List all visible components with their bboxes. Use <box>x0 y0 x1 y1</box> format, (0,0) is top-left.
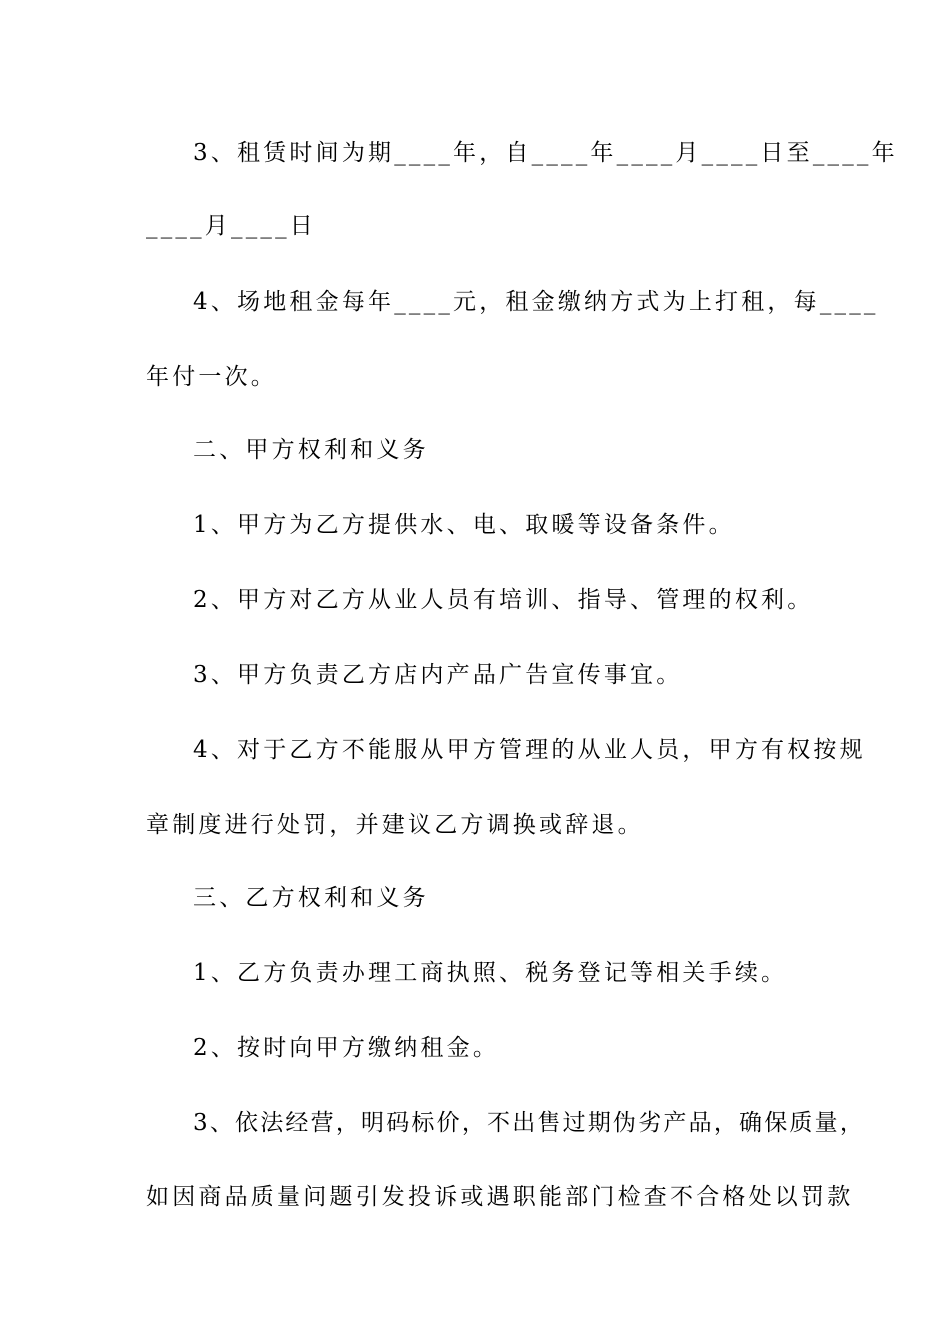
clause-4-rent-continued: 年付一次。 <box>146 364 277 390</box>
clause-4-rent: 4、场地租金每年____元，租金缴纳方式为上打租，每____ <box>193 289 879 315</box>
clause-3-lease-term: 3、租赁时间为期____年，自____年____月____日至____年 <box>193 140 898 166</box>
section-heading-party-b: 三、乙方权利和义务 <box>193 885 429 911</box>
party-b-item-2: 2、按时向甲方缴纳租金。 <box>193 1035 500 1061</box>
party-a-item-4-continued: 章制度进行处罚，并建议乙方调换或辞退。 <box>146 812 644 838</box>
party-a-item-2: 2、甲方对乙方从业人员有培训、指导、管理的权利。 <box>193 587 814 613</box>
section-heading-party-a: 二、甲方权利和义务 <box>193 437 429 463</box>
party-b-item-3: 3、依法经营，明码标价，不出售过期伪劣产品，确保质量， <box>193 1110 866 1136</box>
clause-3-lease-term-continued: ____月____日 <box>146 213 316 239</box>
party-b-item-3-continued: 如因商品质量问题引发投诉或遇职能部门检查不合格处以罚款 <box>146 1184 854 1210</box>
party-a-item-1: 1、甲方为乙方提供水、电、取暖等设备条件。 <box>193 512 735 538</box>
party-b-item-1: 1、乙方负责办理工商执照、税务登记等相关手续。 <box>193 960 788 986</box>
party-a-item-3: 3、甲方负责乙方店内产品广告宣传事宜。 <box>193 662 683 688</box>
party-a-item-4: 4、对于乙方不能服从甲方管理的从业人员，甲方有权按规 <box>193 737 866 763</box>
